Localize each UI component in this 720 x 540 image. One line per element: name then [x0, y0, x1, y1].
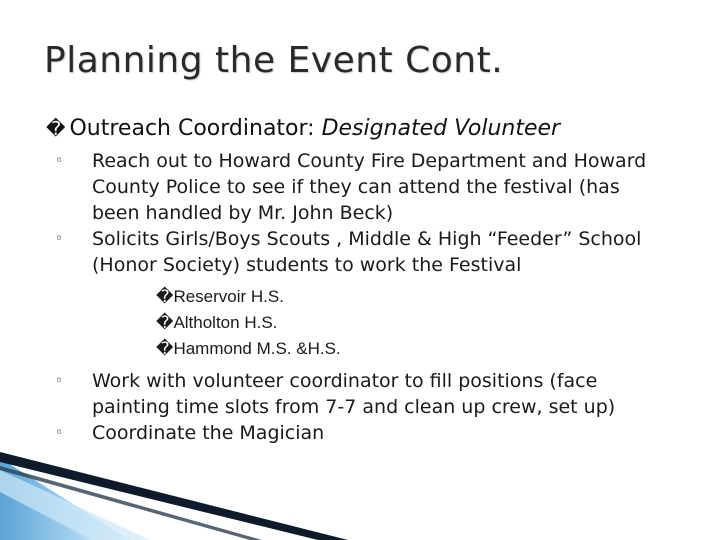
circle-bullet-icon: ◦ — [55, 153, 64, 169]
role-assignee: Designated Volunteer — [321, 116, 561, 141]
list-item-text: Solicits Girls/Boys Scouts , Middle & High “Feeder” School (Honor Society) students to work the Festival — [92, 228, 642, 276]
school-item — [46, 310, 696, 336]
list-item — [46, 420, 656, 446]
role-heading — [46, 114, 696, 144]
school-name: Reservoir H.S. — [173, 287, 284, 306]
square-bullet-icon: � — [46, 118, 66, 140]
circle-bullet-icon: ◦ — [55, 231, 64, 247]
slide-title: Planning the Event Cont. — [44, 40, 504, 81]
school-item — [46, 336, 696, 362]
list-item-text: Work with volunteer coordinator to fill positions (face painting time slots from 7-7 and clean up crew, set up) — [92, 370, 616, 418]
list-item-text: Reach out to Howard County Fire Department and Howard County Police to see if they can attend the festival (has been handled by Mr. John Beck) — [92, 150, 647, 224]
list-item — [46, 368, 656, 420]
school-item — [46, 284, 696, 310]
square-bullet-icon: � — [156, 339, 174, 358]
square-bullet-icon: � — [156, 287, 174, 306]
circle-bullet-icon: ◦ — [55, 425, 64, 441]
circle-bullet-icon: ◦ — [55, 373, 64, 389]
list-item — [46, 226, 656, 278]
list-item-text: Coordinate the Magician — [92, 422, 325, 444]
square-bullet-icon: � — [156, 313, 174, 332]
list-item — [46, 148, 656, 226]
role-label: Outreach Coordinator: — [69, 116, 315, 141]
school-name: Altholton H.S. — [173, 313, 278, 332]
school-name: Hammond M.S. &H.S. — [173, 339, 341, 358]
slide-content — [46, 114, 696, 446]
